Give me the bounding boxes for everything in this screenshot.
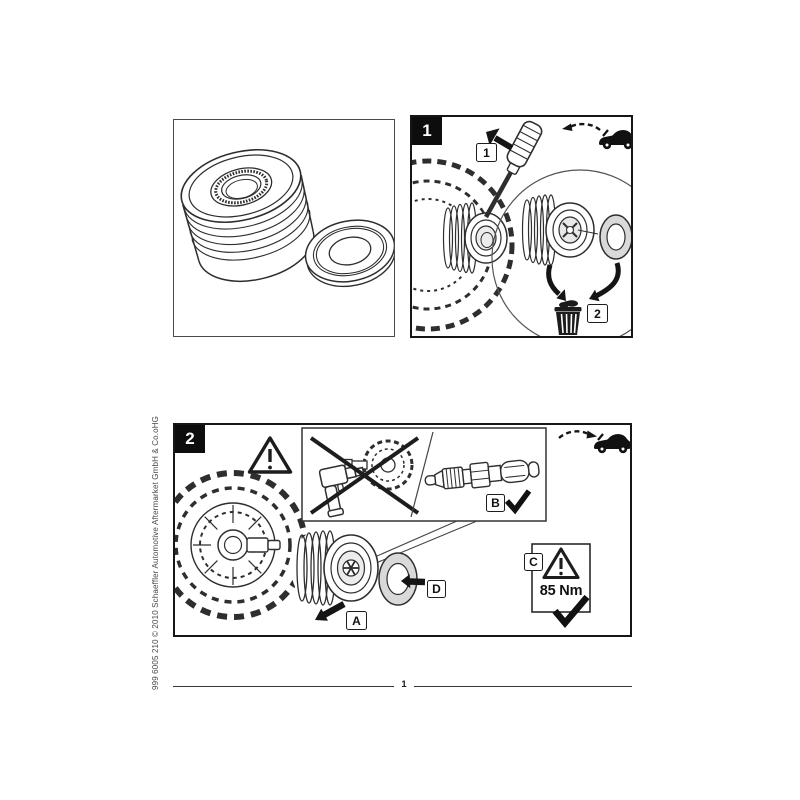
warning-triangle-icon — [250, 438, 291, 472]
trash-can-icon — [555, 300, 582, 335]
step-2-art — [175, 425, 630, 635]
pulley-drawing — [291, 528, 378, 608]
overrunning-alternator-pulley-drawing — [174, 138, 323, 293]
pointer-lines — [361, 521, 477, 568]
pulley-detail-drawing — [514, 192, 598, 268]
footer-rule-left — [173, 686, 394, 687]
torque-value: 85 Nm — [539, 583, 583, 599]
old-cap-drawing — [600, 215, 631, 259]
panel-step-1 — [410, 115, 633, 338]
parts-overview-art — [174, 120, 394, 335]
callout-discard: 2 — [587, 304, 608, 323]
step-1-badge: 1 — [412, 117, 442, 145]
footer-rule-right — [414, 686, 632, 687]
order-code-vertical-text: 999 6005 210 — [151, 639, 160, 690]
callout-pulley: A — [346, 611, 367, 630]
callout-torque: C — [524, 553, 543, 571]
discard-arrows — [549, 263, 619, 301]
step-2-badge: 2 — [175, 425, 205, 453]
alternator-front-drawing — [175, 473, 305, 617]
copyright-vertical-text: © 2010 Schaeffler Automotive Aftermarket GmbH & Co.oHG — [151, 415, 160, 637]
car-removal-icon — [562, 124, 631, 150]
pulley-drawing — [439, 201, 507, 275]
tool-inset-box — [302, 428, 546, 521]
protective-cap-drawing — [300, 212, 394, 294]
page-number: 1 — [401, 679, 407, 690]
panel-step-2 — [173, 423, 632, 637]
panel-parts-overview — [173, 119, 395, 337]
callout-cap: D — [427, 580, 446, 598]
car-install-icon — [559, 431, 630, 454]
callout-special-tool: B — [486, 494, 505, 512]
callout-unscrew: 1 — [476, 143, 497, 162]
